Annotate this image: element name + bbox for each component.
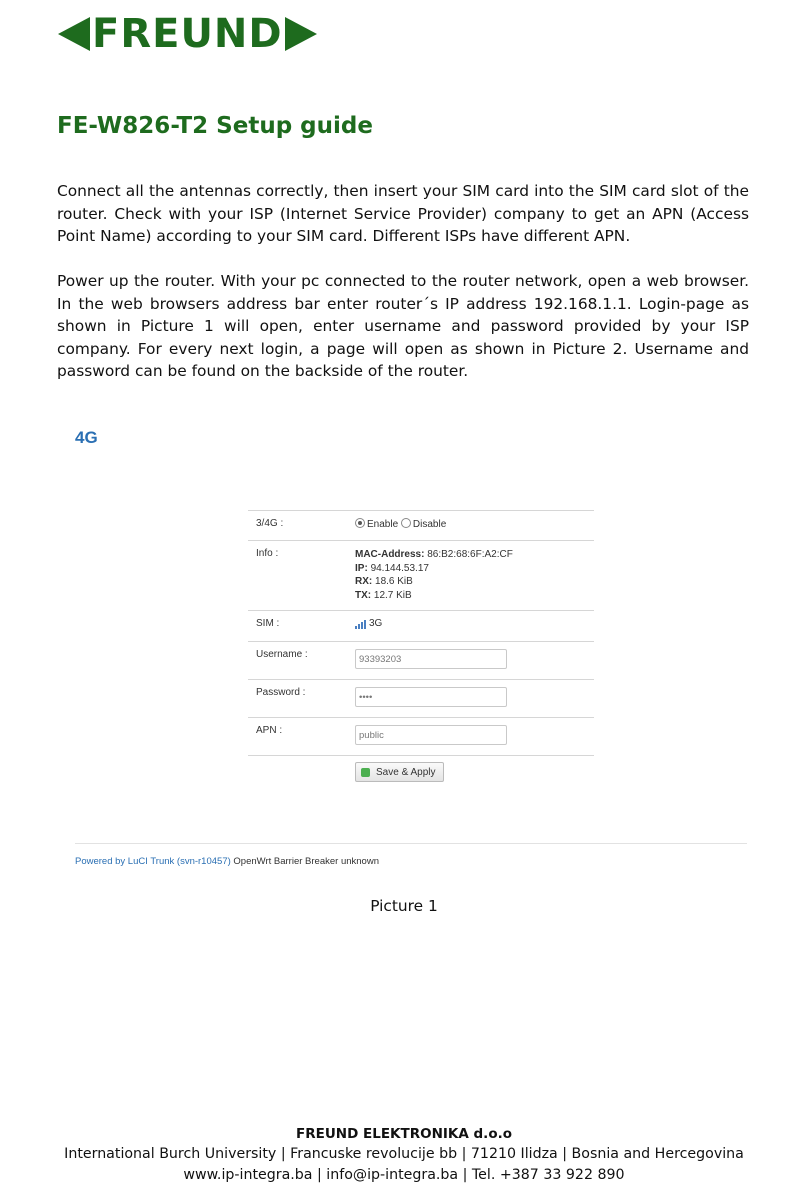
sim-value-wrap <box>355 618 382 629</box>
footer-address: International Burch University | Francuske revolucije bb | 71210 Ilidza | Bosnia and Hercegovina <box>64 1146 744 1162</box>
mode-row <box>248 510 594 540</box>
footer-contact: www.ip-integra.ba | info@ip-integra.ba | Tel. +387 33 922 890 <box>183 1167 625 1183</box>
apn-row <box>248 717 594 755</box>
enable-label: Enable <box>367 519 399 530</box>
rx-key: RX: <box>355 576 373 587</box>
screenshot-heading: 4G <box>75 428 98 447</box>
disable-label: Disable <box>412 519 447 530</box>
sim-label: SIM : <box>256 618 280 629</box>
signal-bars-icon <box>355 618 367 629</box>
username-label: Username : <box>256 649 308 660</box>
arrow-right-icon <box>285 17 317 51</box>
arrow-left-icon <box>58 17 90 51</box>
powered-by <box>75 856 379 867</box>
mode-label: 3/4G : <box>256 518 284 529</box>
picture-caption: Picture 1 <box>370 897 438 915</box>
disable-radio[interactable] <box>401 518 411 528</box>
info-label: Info : <box>256 548 279 559</box>
login-paragraph: Power up the router. With your pc connected to the router network, open a web browser. In the web browsers address bar enter router´s IP address 192.168.1.1. Login-page as shown in Picture 1 will open, enter username and password provided by your ISP company. For every next login, a page will open as shown in Picture 2. Username and password can be found on the backside of the router. <box>57 272 749 380</box>
powered-rest: OpenWrt Barrier Breaker unknown <box>230 856 379 867</box>
apn-label: APN : <box>256 725 283 736</box>
tx-value: 12.7 KiB <box>373 589 412 601</box>
mode-options <box>355 518 446 530</box>
footer-company: FREUND ELEKTRONIKA d.o.o <box>296 1126 512 1142</box>
intro-paragraph: Connect all the antennas correctly, then insert your SIM card into the SIM card slot of the router. Check with your ISP (Internet Service Provider) company to get an APN (Access Point Name) according to your SIM card. Different ISPs have different APN. <box>57 182 749 245</box>
page-title: FE-W826-T2 Setup guide <box>57 113 373 139</box>
enable-radio[interactable] <box>355 518 365 528</box>
luci-link[interactable]: Powered by LuCI Trunk (svn-r10457) <box>75 856 231 867</box>
username-row <box>248 641 594 679</box>
ip-key: IP: <box>355 562 368 574</box>
save-apply-label: Save & Apply <box>376 766 436 778</box>
save-icon <box>361 768 370 777</box>
password-input[interactable]: •••• <box>355 687 507 707</box>
info-values <box>355 548 513 602</box>
username-input[interactable]: 93393203 <box>355 649 507 669</box>
save-apply-button[interactable] <box>355 762 444 782</box>
router-config-form <box>248 510 594 792</box>
logo-text: FREUND <box>92 11 283 57</box>
rx-value: 18.6 KiB <box>375 576 413 587</box>
tx-key: TX: <box>355 589 372 601</box>
screenshot-footer-divider <box>75 843 747 844</box>
password-row <box>248 679 594 717</box>
sim-value: 3G <box>369 618 383 629</box>
actions-row <box>248 755 594 792</box>
freund-logo <box>58 12 317 56</box>
sim-row <box>248 610 594 641</box>
info-row <box>248 540 594 610</box>
apn-input[interactable]: public <box>355 725 507 745</box>
ip-value: 94.144.53.17 <box>370 562 429 574</box>
mac-key: MAC-Address: <box>355 549 425 560</box>
password-label: Password : <box>256 687 306 698</box>
mac-value: 86:B2:68:6F:A2:CF <box>427 549 513 560</box>
